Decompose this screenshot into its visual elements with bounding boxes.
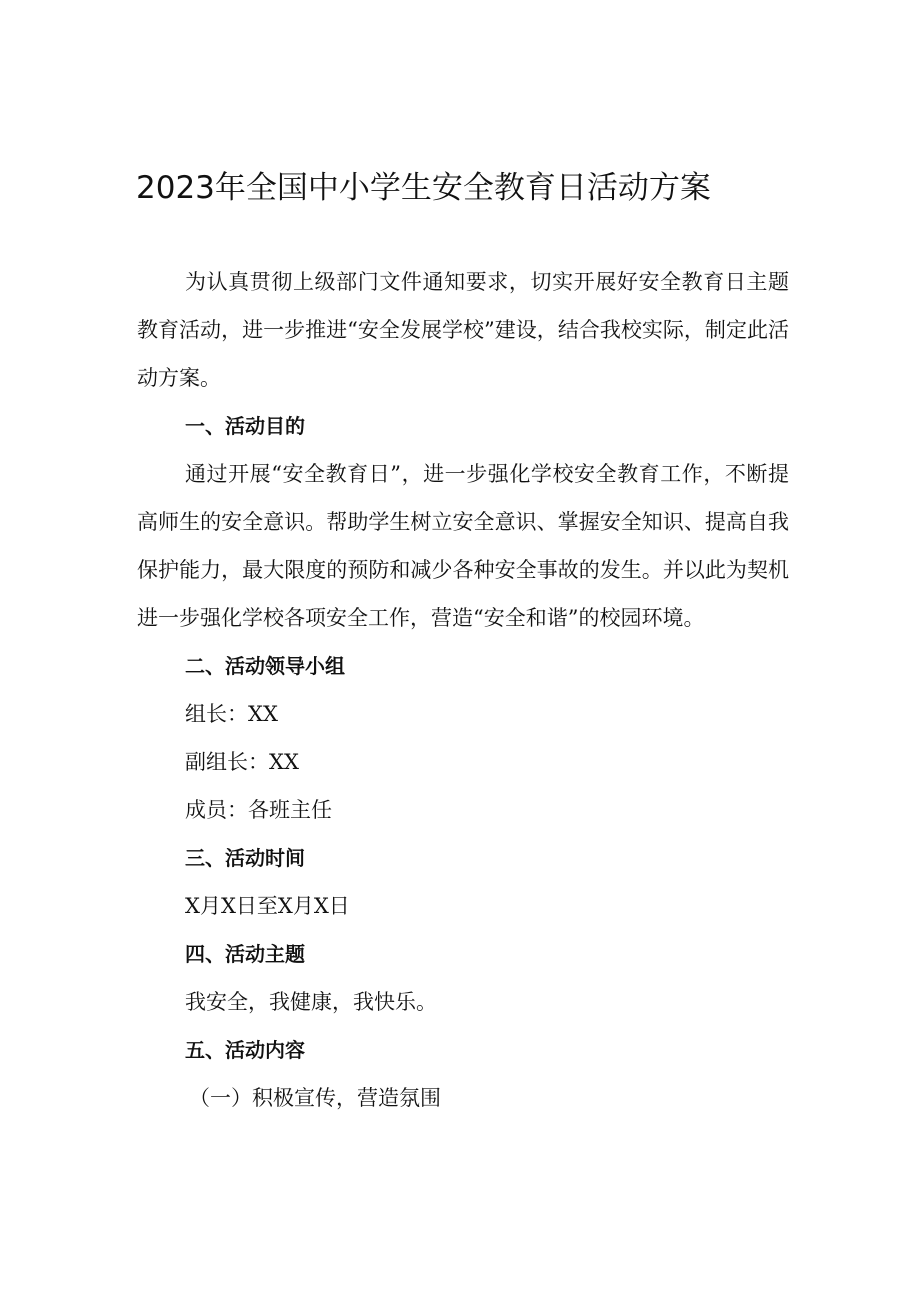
section-heading-time: 三、活动时间 [185, 846, 305, 870]
intro-paragraph: 为认真贯彻上级部门文件通知要求，切实开展好安全教育日主题教育活动，进一步推进“安全发展学校”建设，结合我校实际，制定此活动方案。 [137, 270, 789, 390]
members-line: 成员：各班主任 [185, 798, 332, 822]
section-heading-theme: 四、活动主题 [185, 942, 305, 966]
section-heading-leadership: 二、活动领导小组 [185, 654, 345, 678]
document-title: 2023年全国中小学生安全教育日活动方案 [136, 170, 711, 206]
section-heading-content: 五、活动内容 [185, 1038, 305, 1062]
document-body [137, 258, 789, 1122]
section-heading-purpose: 一、活动目的 [185, 414, 305, 438]
theme-line: 我安全，我健康，我快乐。 [185, 990, 437, 1014]
purpose-paragraph: 通过开展“安全教育日”，进一步强化学校安全教育工作，不断提高师生的安全意识。帮助学生树立安全意识、掌握安全知识、提高自我保护能力，最大限度的预防和减少各种安全事故的发生。并以此为契机进一步强化学校各项安全工作，营造“安全和谐”的校园环境。 [137, 462, 789, 630]
time-line: X月X日至X月X日 [185, 894, 350, 918]
leader-line: 组长：XX [185, 702, 278, 726]
content-item-1: （一）积极宣传，营造氛围 [189, 1086, 441, 1110]
deputy-leader-line: 副组长：XX [185, 750, 299, 774]
